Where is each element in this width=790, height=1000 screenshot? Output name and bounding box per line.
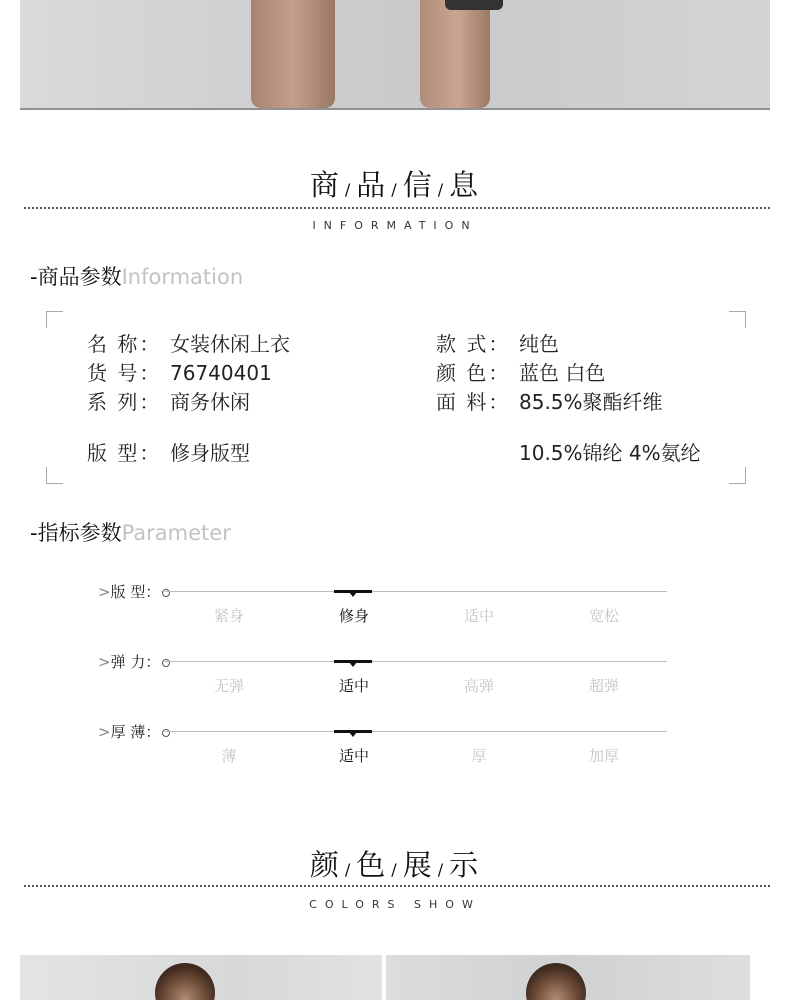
title-char: 息	[449, 168, 481, 202]
title-separator: /	[391, 860, 399, 879]
param-key: 名 称：	[87, 332, 162, 356]
scale-option: 紧身	[213, 607, 244, 625]
scale-label-fit	[98, 581, 170, 602]
param-row-series	[87, 388, 250, 417]
heading-en: Parameter	[121, 521, 231, 545]
scale-option-selected: 适中	[338, 677, 369, 695]
arrow-icon: >	[98, 723, 111, 741]
scale-option: 宽松	[588, 607, 619, 625]
section-title-colors	[0, 843, 790, 884]
dotted-divider	[24, 207, 770, 209]
scale-track	[165, 591, 667, 592]
title-char: 颜	[309, 848, 341, 882]
scale-option: 加厚	[588, 747, 619, 765]
param-row-name	[87, 330, 290, 359]
scale-option: 适中	[463, 607, 494, 625]
title-separator: /	[344, 860, 353, 879]
scale-option: 高弹	[463, 677, 494, 695]
param-key: 面 料：	[436, 390, 511, 414]
arrow-icon: >	[98, 653, 111, 671]
scale-name: 厚 薄：	[110, 723, 161, 741]
param-value: 修身版型	[170, 441, 250, 465]
section-subtitle-info: INFORMATION	[312, 219, 478, 232]
title-char: 示	[449, 848, 481, 882]
param-value: 商务休闲	[170, 390, 250, 414]
circle-icon	[162, 659, 170, 667]
param-value: 女装休闲上衣	[170, 332, 290, 356]
marker-pointer-icon	[349, 592, 357, 597]
scale-option: 无弹	[213, 677, 244, 695]
param-value: 85.5%聚酯纤维	[519, 390, 663, 414]
model-head	[155, 963, 215, 1000]
scale-name: 弹 力：	[110, 653, 161, 671]
model-head	[526, 963, 586, 1000]
frame-corner	[46, 311, 63, 328]
scale-option-selected: 修身	[338, 607, 369, 625]
heading-cn: -商品参数	[30, 265, 122, 289]
scale-track	[165, 661, 667, 662]
title-char: 品	[356, 168, 388, 202]
frame-corner	[729, 311, 746, 328]
scale-label-elasticity	[98, 651, 170, 672]
param-row-color	[436, 359, 605, 388]
param-value: 纯色	[519, 332, 559, 356]
title-char: 色	[356, 848, 388, 882]
param-row-fabric	[436, 388, 663, 417]
scale-label-thickness	[98, 721, 170, 742]
scale-option: 薄	[221, 747, 237, 765]
param-key: 货 号：	[87, 361, 162, 385]
param-row-fabric-cont	[436, 439, 701, 468]
title-char: 信	[402, 168, 434, 202]
frame-corner	[46, 467, 63, 484]
param-value: 76740401	[170, 361, 272, 385]
shorts-hem	[445, 0, 503, 10]
param-row-sku	[87, 359, 272, 388]
param-key: 版 型：	[87, 441, 162, 465]
title-char: 展	[402, 848, 434, 882]
model-leg-left	[251, 0, 335, 108]
section-title-info	[0, 163, 790, 204]
scale-option: 超弹	[588, 677, 619, 695]
arrow-icon: >	[98, 583, 111, 601]
circle-icon	[162, 729, 170, 737]
marker-pointer-icon	[349, 662, 357, 667]
scale-option: 厚	[471, 747, 487, 765]
frame-corner	[729, 467, 746, 484]
heading-cn: -指标参数	[30, 521, 122, 545]
title-separator: /	[437, 860, 446, 879]
scale-option-selected: 适中	[338, 747, 369, 765]
product-params-heading	[30, 261, 243, 291]
index-params-heading	[30, 517, 231, 547]
color-photo-right	[386, 955, 750, 1000]
param-key: 颜 色：	[436, 361, 511, 385]
param-key: 款 式：	[436, 332, 511, 356]
dotted-divider	[24, 885, 770, 887]
product-photo-top	[20, 0, 770, 110]
scale-track	[165, 731, 667, 732]
scale-name: 版 型：	[110, 583, 161, 601]
title-char: 商	[309, 168, 341, 202]
circle-icon	[162, 589, 170, 597]
title-separator: /	[391, 180, 399, 199]
param-key: 系 列：	[87, 390, 162, 414]
param-value: 10.5%锦纶 4%氨纶	[519, 441, 701, 465]
model-leg-right	[420, 0, 490, 108]
marker-pointer-icon	[349, 732, 357, 737]
param-row-style	[436, 330, 559, 359]
param-value: 蓝色 白色	[519, 361, 606, 385]
title-separator: /	[344, 180, 353, 199]
section-subtitle-colors: COLORS SHOW	[309, 898, 481, 911]
color-photo-left	[20, 955, 382, 1000]
heading-en: Information	[121, 265, 244, 289]
param-row-fit	[87, 439, 250, 468]
title-separator: /	[437, 180, 446, 199]
